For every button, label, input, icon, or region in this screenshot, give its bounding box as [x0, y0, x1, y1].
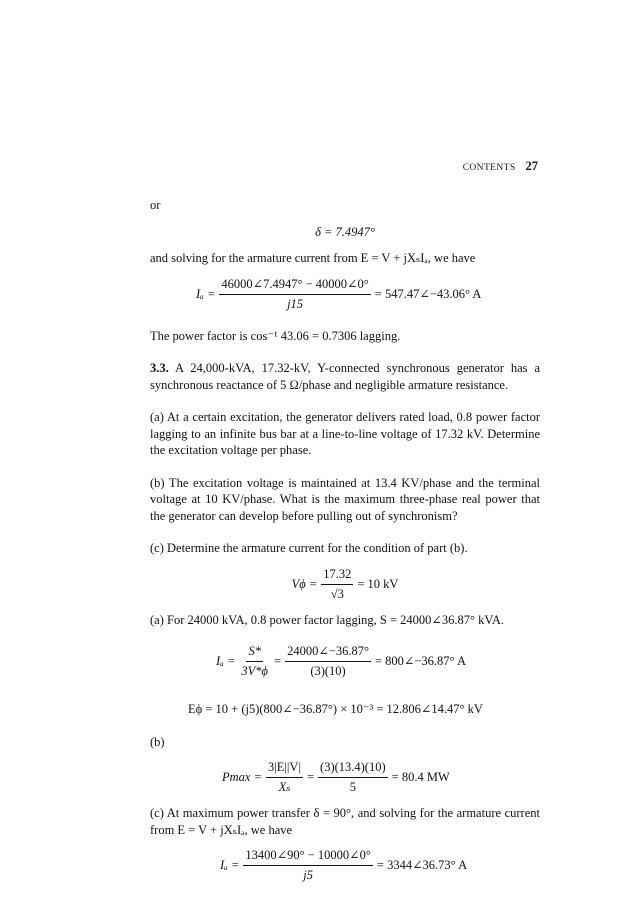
solving-text: and solving for the armature current from E = V + jXₛIₐ, we have: [150, 251, 476, 265]
equation-pmax-equals: =: [306, 770, 315, 785]
equation-ia-3-lhs: Iₐ =: [220, 858, 240, 873]
part-a-question: (a) At a certain excitation, the generator delivers rated load, 0.8 power factor lagging to an infinite bus bar at a line-to-line voltage of 17.32 kV. Determine the excitation voltage per phase.: [150, 410, 540, 457]
equation-pmax-fraction-2: [318, 760, 388, 795]
equation-ia-1-rhs: = 547.47∠−43.06° A: [374, 286, 482, 301]
equation-pmax: [150, 760, 540, 795]
problem-statement: [150, 360, 540, 393]
equation-vphi-denominator: √3: [330, 586, 344, 601]
part-b-question: (b) The excitation voltage is maintained at 13.4 KV/phase and the terminal voltage at 10 KV/phase. What is the maximum three-phase real power that the generator can develop before pulling out of synchronism?: [150, 475, 540, 523]
equation-ia-1: [150, 277, 540, 312]
equation-ia-2-equals: =: [274, 654, 282, 669]
part-c-question: (c) Determine the armature current for the condition of part (b).: [150, 541, 468, 555]
solution-b-label: (b): [150, 734, 165, 749]
equation-ia-2-denominator-1: 3V*ϕ: [241, 664, 268, 678]
equation-vphi: [150, 567, 540, 602]
equation-ia-3-rhs: = 3344∠36.73° A: [376, 858, 468, 873]
equation-ia-2-rhs: = 800∠−36.87° A: [374, 654, 467, 669]
equation-ia-3-numerator: 13400∠90° − 10000∠0°: [243, 848, 373, 866]
solution-c-text: (c) At maximum power transfer δ = 90°, and solving for the armature current from E = V + jXₛIₐ, we have: [150, 806, 540, 837]
equation-ia-2-fraction-1: [239, 644, 270, 679]
equation-vphi-rhs: = 10 kV: [357, 576, 399, 591]
equation-pmax-numerator-1: 3|E||V|: [266, 760, 303, 778]
header-section: CONTENTS: [462, 163, 516, 173]
equation-ia-1-denominator: j15: [287, 296, 304, 311]
equation-pmax-denominator-2: 5: [349, 780, 356, 794]
equation-pmax-rhs: = 80.4 MW: [391, 770, 450, 785]
equation-ia-2-numerator-2: 24000∠−36.87°: [285, 644, 371, 662]
equation-ia-2-denominator-2: (3)(10): [310, 664, 346, 678]
equation-delta: [150, 224, 540, 241]
equation-ephi-text: Eϕ = 10 + (j5)(800∠−36.87°) × 10⁻³ = 12.806∠14.47° kV: [188, 702, 483, 716]
equation-ia-3-denominator: j5: [303, 868, 313, 882]
equation-pmax-fraction-1: [266, 760, 303, 795]
power-factor-text: The power factor is cos⁻¹ 43.06 = 0.7306 lagging.: [150, 328, 401, 343]
equation-ephi: [150, 701, 540, 718]
equation-vphi-lhs: Vϕ =: [291, 576, 318, 591]
equation-ia-3: [150, 848, 540, 883]
equation-pmax-denominator-1: Xₛ: [278, 780, 291, 794]
solution-a-text: (a) For 24000 kVA, 0.8 power factor lagging, S = 24000∠36.87° kVA.: [150, 612, 504, 627]
equation-ia-1-fraction: [219, 277, 370, 312]
equation-ia-2: [150, 644, 540, 679]
equation-ia-2-fraction-2: [285, 644, 371, 679]
equation-vphi-numerator: 17.32: [321, 567, 353, 585]
page-number: 27: [525, 159, 538, 173]
running-header: [150, 158, 538, 175]
equation-ia-1-numerator: 46000∠7.4947° − 40000∠0°: [219, 277, 370, 295]
equation-pmax-lhs: Pmax =: [222, 770, 263, 785]
equation-ia-3-fraction: [243, 848, 373, 883]
equation-delta-text: δ = 7.4947°: [315, 224, 375, 239]
page-content: [150, 197, 540, 883]
equation-vphi-fraction: [321, 567, 353, 602]
or-word: or: [150, 198, 161, 212]
equation-ia-1-lhs: Iₐ =: [196, 286, 216, 301]
problem-text: A 24,000-kVA, 17.32-kV, Y-connected synchronous generator has a synchronous reactance of 5 Ω/phase and negligible armature resistance.: [150, 361, 541, 392]
equation-ia-2-numerator-1: S*: [246, 644, 263, 662]
equation-ia-2-lhs: Iₐ =: [216, 654, 236, 669]
equation-pmax-numerator-2: (3)(13.4)(10): [318, 760, 388, 778]
problem-label: 3.3.: [150, 361, 169, 375]
